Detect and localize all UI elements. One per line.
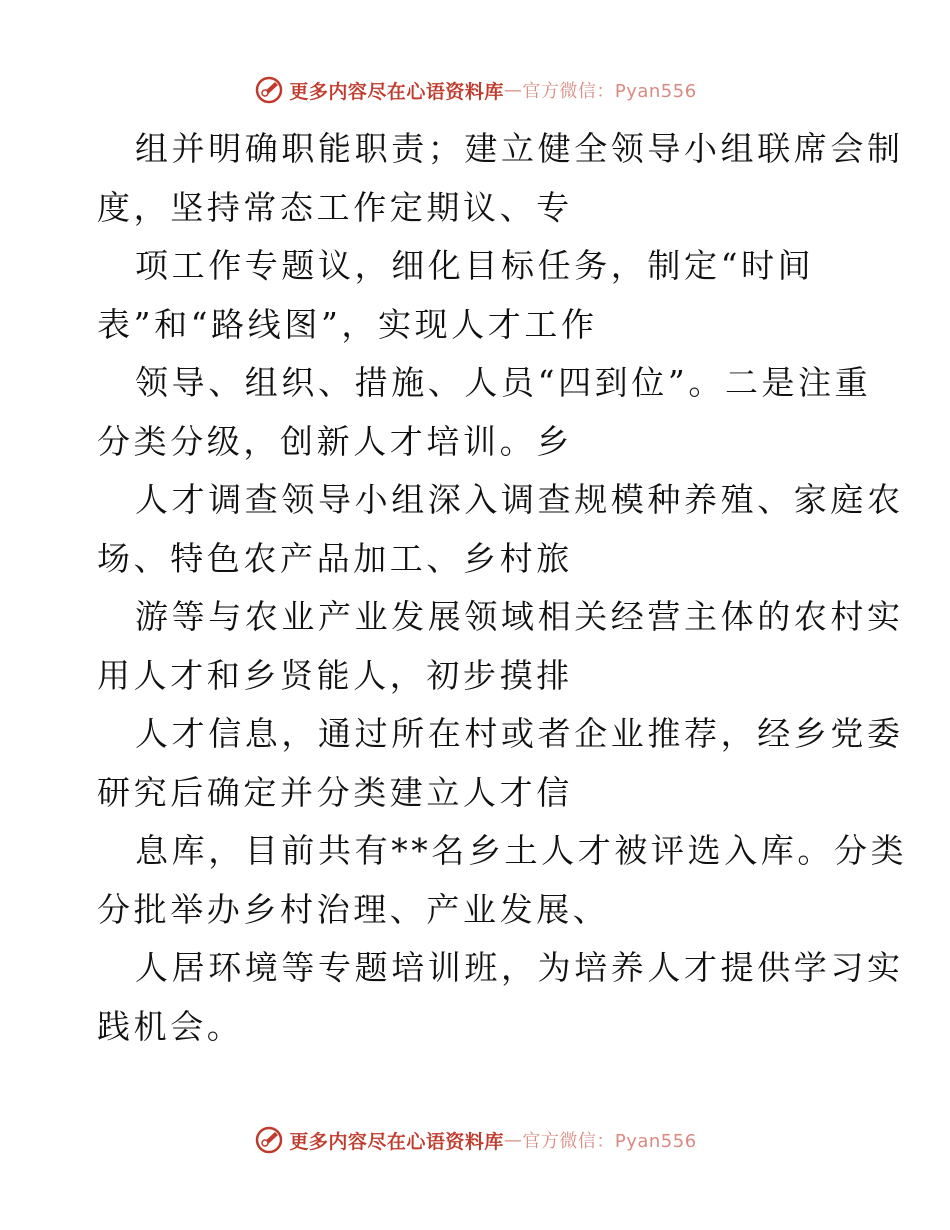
paragraph-line: 人居环境等专题培训班，为培养人才提供学习实 [135,948,904,987]
paragraph-line: 人才调查领导小组深入调查规模种养殖、家庭农 [135,480,904,519]
paragraph-line: 研究后确定并分类建立人才信 [97,772,573,812]
watermark-separator: — [503,1129,523,1151]
watermark-contact-text: 官方微信：Pyan556 [522,1131,697,1152]
watermark-main-text: 更多内容尽在心语资料库 [289,1130,504,1153]
footer-watermark [0,1120,950,1160]
brand-logo-icon [253,74,285,106]
paragraph-line: 息库，目前共有**名乡土人才被评选入库。分类 [135,831,908,870]
paragraph-line: 人才信息，通过所在村或者企业推荐，经乡党委 [135,714,904,753]
document-body [97,120,908,1056]
paragraph-line: 领导、组织、措施、人员“四到位”。二是注重 [135,363,872,402]
paragraph-line: 表”和“路线图”，实现人才工作 [97,304,598,344]
paragraph-line: 分类分级，创新人才培训。乡 [97,421,573,461]
paragraph-line: 游等与农业产业发展领域相关经营主体的农村实 [135,597,904,636]
paragraph-line: 组并明确职能职责；建立健全领导小组联席会制 [135,129,904,168]
brand-logo-icon [253,1124,285,1156]
watermark-contact-text: 官方微信：Pyan556 [522,81,697,102]
paragraph-line: 用人才和乡贤能人，初步摸排 [97,655,573,695]
paragraph-line: 场、特色农产品加工、乡村旅 [97,538,573,578]
paragraph-line: 项工作专题议，细化目标任务，制定“时间 [135,246,815,285]
watermark-main-text: 更多内容尽在心语资料库 [289,80,504,103]
paragraph-line: 度，坚持常态工作定期议、专 [97,187,573,227]
watermark-separator: — [503,79,523,101]
paragraph-line: 分批举办乡村治理、产业发展、 [97,889,610,929]
header-watermark [0,70,950,110]
paragraph-line: 践机会。 [97,1006,244,1046]
